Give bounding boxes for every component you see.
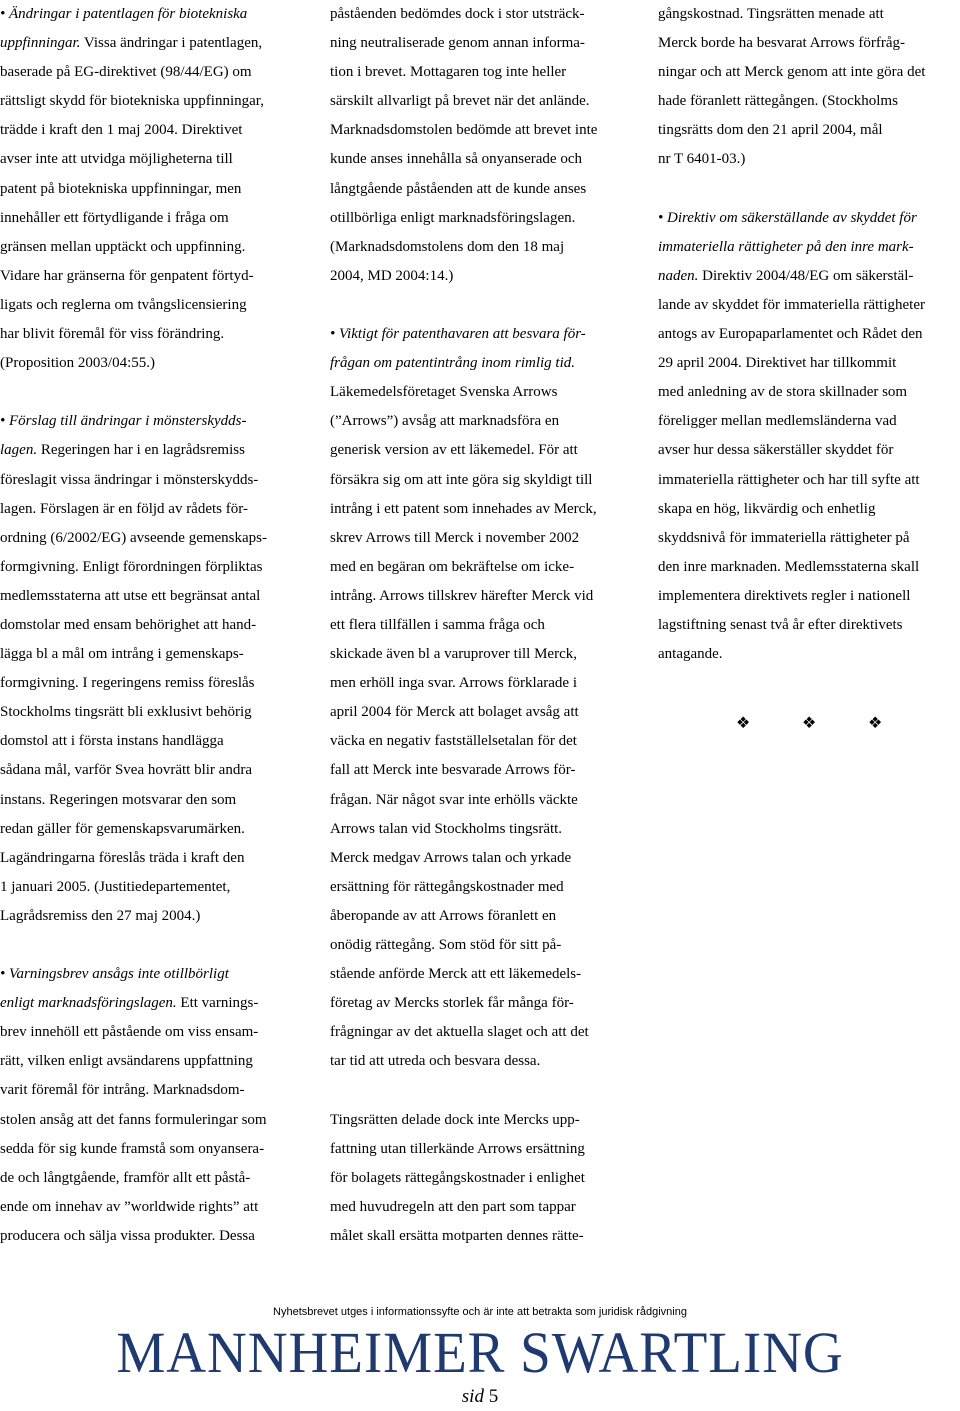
body-text: Direktiv 2004/48/EG om säkerstäl-	[698, 267, 914, 284]
text-line	[658, 466, 960, 495]
italic-heading-text: naden.	[658, 267, 699, 284]
text-line	[0, 1135, 310, 1164]
text-line	[330, 87, 640, 116]
body-text: Arrows talan vid Stockholms tingsrätt.	[330, 820, 563, 837]
body-text: sådana mål, varför Svea hovrätt blir andra	[0, 762, 252, 779]
body-text: påståenden bedömdes dock i stor utsträck-	[330, 6, 585, 22]
text-line	[0, 320, 310, 349]
text-line	[0, 1047, 310, 1076]
page-number-value: 5	[488, 1386, 499, 1407]
text-line	[330, 349, 640, 378]
text-line	[330, 1222, 640, 1251]
text-column-right	[658, 0, 960, 739]
italic-heading-text: • Viktigt för patenthavaren att besvara för-	[330, 326, 586, 343]
text-line	[0, 989, 310, 1018]
text-line	[330, 786, 640, 815]
text-line	[0, 116, 310, 145]
italic-heading-text: • Direktiv om säkerställande av skyddet för	[658, 209, 917, 226]
text-line	[0, 87, 310, 116]
italic-heading-text: lagen.	[0, 442, 38, 459]
paragraph-gap	[658, 175, 960, 204]
body-text: för bolagets rättegångskostnader i enlighet	[330, 1169, 585, 1186]
section-end-ornaments	[658, 709, 960, 739]
body-text: frågningar av det aktuella slaget och att det	[330, 1024, 589, 1041]
text-line	[658, 116, 960, 145]
text-line	[330, 902, 640, 931]
body-text: avser inte att utvidga möjligheterna till	[0, 151, 233, 168]
body-text: Tingsrätten delade dock inte Mercks upp-	[330, 1111, 580, 1128]
text-line	[330, 931, 640, 960]
body-text: med anledning av de stora skillnader som	[658, 384, 908, 401]
body-text: väcka en negativ fastställelsetalan för det	[330, 733, 577, 750]
text-line	[658, 349, 960, 378]
text-line	[0, 640, 310, 669]
body-text: rätt, vilken enligt avsändarens uppfattning	[0, 1053, 253, 1070]
text-line	[0, 756, 310, 785]
text-line	[330, 1193, 640, 1222]
body-text: trädde i kraft den 1 maj 2004. Direktivet	[0, 122, 243, 139]
text-line	[330, 0, 640, 29]
text-line	[0, 873, 310, 902]
body-text: stolen ansåg att det fanns formuleringar som	[0, 1111, 267, 1128]
disclaimer-text: Nyhetsbrevet utges i informationssyfte och är inte att betrakta som juridisk rådgivning	[273, 1306, 687, 1318]
body-text: Vidare har gränserna för genpatent förtyd-	[0, 267, 254, 284]
text-line	[330, 1106, 640, 1135]
paragraph-gap	[330, 1076, 640, 1105]
text-line	[0, 844, 310, 873]
italic-heading-text: • Ändringar i patentlagen för biotekniska	[0, 6, 248, 22]
text-line	[0, 1193, 310, 1222]
body-text: formgivning. I regeringens remiss föreslås	[0, 675, 255, 692]
text-line	[0, 175, 310, 204]
italic-heading-text: • Förslag till ändringar i mönsterskydds-	[0, 413, 247, 430]
body-text: lägga bl a mål om intrång i gemenskaps-	[0, 646, 244, 663]
text-line	[658, 582, 960, 611]
text-line	[0, 582, 310, 611]
body-text: (Marknadsdomstolens dom den 18 maj	[330, 238, 565, 255]
body-text: producera och sälja vissa produkter. Dessa	[0, 1227, 255, 1244]
text-line	[0, 669, 310, 698]
body-text: brev innehöll ett påstående om viss ensam-	[0, 1024, 259, 1041]
body-text: redan gäller för gemenskapsvarumärken.	[0, 820, 245, 837]
body-text: företag av Mercks storlek får många för-	[330, 995, 574, 1012]
body-text: hade föranlett rättegången. (Stockholms	[658, 93, 898, 110]
text-line	[330, 815, 640, 844]
text-line	[658, 320, 960, 349]
text-line	[0, 436, 310, 465]
body-text: ende om innehav av ”worldwide rights” att	[0, 1198, 259, 1215]
text-line	[330, 116, 640, 145]
body-text: särskilt allvarligt på brevet när det anlände.	[330, 93, 590, 110]
text-line	[0, 524, 310, 553]
text-line	[330, 989, 640, 1018]
text-column-middle	[330, 0, 640, 1251]
text-line	[330, 582, 640, 611]
body-text: 2004, MD 2004:14.)	[330, 267, 454, 284]
paragraph-gap	[0, 378, 310, 407]
body-text: långtgående påståenden att de kunde anses	[330, 180, 587, 197]
text-line	[658, 145, 960, 174]
text-line	[330, 669, 640, 698]
text-line	[658, 87, 960, 116]
body-text: instans. Regeringen motsvarar den som	[0, 791, 237, 808]
firm-logo: MANNHEIMER SWARTLING	[116, 1320, 844, 1385]
text-line	[0, 960, 310, 989]
text-line	[330, 495, 640, 524]
body-text: kunde anses innehålla så onyanserade och	[330, 151, 582, 168]
italic-heading-text: • Varningsbrev ansågs inte otillbörligt	[0, 966, 229, 983]
text-line	[330, 466, 640, 495]
text-line	[0, 262, 310, 291]
text-line	[330, 844, 640, 873]
text-line	[0, 698, 310, 727]
body-text: med en begäran om bekräftelse om icke-	[330, 558, 575, 575]
text-line	[0, 204, 310, 233]
text-line	[0, 611, 310, 640]
text-line	[658, 495, 960, 524]
text-line	[330, 1047, 640, 1076]
text-line	[330, 1164, 640, 1193]
body-text: tion i brevet. Mottagaren tog inte heller	[330, 64, 567, 81]
italic-heading-text: frågan om patentintrång inom rimlig tid.	[330, 355, 576, 372]
diamond-ornament-icon: ❖	[802, 715, 817, 733]
text-line	[0, 1106, 310, 1135]
body-text: Regeringen har i en lagrådsremiss	[37, 442, 245, 459]
body-text: den inre marknaden. Medlemsstaterna skall	[658, 558, 920, 575]
text-line	[330, 698, 640, 727]
body-text: formgivning. Enligt förordningen förpliktas	[0, 558, 263, 575]
body-text: fall att Merck inte besvarade Arrows för-	[330, 762, 576, 779]
text-line	[0, 727, 310, 756]
text-line	[0, 291, 310, 320]
text-line	[330, 378, 640, 407]
body-text: Merck medgav Arrows talan och yrkade	[330, 849, 572, 866]
body-text: lagstiftning senast två år efter direktivets	[658, 616, 903, 633]
text-line	[0, 1222, 310, 1251]
text-line	[658, 0, 960, 29]
body-text: avser hur dessa säkerställer skyddet för	[658, 442, 894, 459]
text-line	[658, 640, 960, 669]
text-line	[0, 29, 310, 58]
body-text: med huvudregeln att den part som tappar	[330, 1198, 576, 1215]
body-text: Lagrådsremiss den 27 maj 2004.)	[0, 907, 201, 924]
body-text: antagande.	[658, 646, 723, 663]
body-text: fattning utan tillerkände Arrows ersättning	[330, 1140, 585, 1157]
body-text: sedda för sig kunde framstå som onyansera-	[0, 1140, 265, 1157]
text-line	[330, 145, 640, 174]
body-text: ningar och att Merck genom att inte göra det	[658, 64, 926, 81]
body-text: generisk version av ett läkemedel. För att	[330, 442, 578, 459]
text-line	[0, 58, 310, 87]
text-line	[330, 756, 640, 785]
text-line	[0, 407, 310, 436]
text-line	[330, 407, 640, 436]
body-text: Merck borde ha besvarat Arrows förfråg-	[658, 35, 905, 52]
text-line	[330, 1018, 640, 1047]
body-text: antogs av Europaparlamentet och Rådet den	[658, 326, 923, 343]
text-line	[0, 786, 310, 815]
text-line	[330, 204, 640, 233]
text-line	[658, 204, 960, 233]
text-line	[0, 145, 310, 174]
body-text: ning neutraliserade genom annan informa-	[330, 35, 585, 52]
body-text: onödig rättegång. Som stöd för sitt på-	[330, 937, 562, 953]
body-text: Lagändringarna föreslås träda i kraft den	[0, 849, 245, 866]
body-text: ersättning för rättegångskostnader med	[330, 878, 564, 895]
body-text: Ett varnings-	[176, 995, 259, 1012]
text-line	[330, 727, 640, 756]
text-line	[0, 495, 310, 524]
body-text: tingsrätts dom den 21 april 2004, mål	[658, 122, 883, 139]
body-text: 1 januari 2005. (Justitiedepartementet,	[0, 878, 231, 895]
body-text: skapa en hög, likvärdig och enhetlig	[658, 500, 876, 517]
body-text: målet skall ersätta motparten dennes rätte-	[330, 1227, 584, 1244]
body-text: åberopande av att Arrows föranlett en	[330, 907, 557, 924]
body-text: ligats och reglerna om tvångslicensiering	[0, 296, 247, 313]
body-text: gångskostnad. Tingsrätten menade att	[658, 6, 884, 22]
text-line	[330, 320, 640, 349]
body-text: tar tid att utreda och besvara dessa.	[330, 1053, 541, 1070]
text-column-left	[0, 0, 310, 1251]
body-text: Läkemedelsföretaget Svenska Arrows	[330, 384, 558, 401]
text-line	[658, 29, 960, 58]
text-line	[330, 960, 640, 989]
text-line	[0, 349, 310, 378]
body-text: april 2004 för Merck att bolaget avsåg att	[330, 704, 579, 721]
body-text: patent på biotekniska uppfinningar, men	[0, 180, 242, 197]
body-text: (Proposition 2003/04:55.)	[0, 355, 156, 372]
text-line	[330, 553, 640, 582]
body-text: skickade även bl a varuprover till Merck,	[330, 646, 577, 663]
body-text: intrång i ett patent som innehades av Merck,	[330, 500, 597, 517]
body-text: innehåller ett förtydligande i fråga om	[0, 209, 229, 226]
paragraph-gap	[330, 291, 640, 320]
body-text: ordning (6/2002/EG) avseende gemenskaps-	[0, 529, 268, 546]
body-text: föreligger mellan medlemsländerna vad	[658, 413, 897, 430]
body-text: har blivit föremål för viss förändring.	[0, 326, 225, 343]
text-line	[330, 58, 640, 87]
text-line	[330, 233, 640, 262]
text-line	[330, 29, 640, 58]
paragraph-gap	[0, 931, 310, 960]
text-line	[0, 1164, 310, 1193]
italic-heading-text: enligt marknadsföringslagen.	[0, 995, 177, 1012]
diamond-ornament-icon: ❖	[736, 715, 751, 733]
body-text: lande av skyddet för immateriella rättigheter	[658, 296, 925, 313]
body-text: immateriella rättigheter och har till syfte att	[658, 471, 920, 488]
body-text: 29 april 2004. Direktivet har tillkommit	[658, 355, 897, 372]
text-line	[0, 466, 310, 495]
body-text: rättsligt skydd för biotekniska uppfinningar,	[0, 93, 264, 110]
text-line	[658, 436, 960, 465]
body-text: de och långtgående, framför allt ett påstå-	[0, 1169, 251, 1186]
page-word: sid	[461, 1386, 484, 1407]
diamond-ornament-icon: ❖	[868, 715, 883, 733]
body-text: domstol att i första instans handlägga	[0, 733, 224, 750]
text-line	[658, 291, 960, 320]
body-text: Marknadsdomstolen bedömde att brevet inte	[330, 122, 598, 139]
body-text: ett flera tillfällen i samma fråga och	[330, 616, 545, 633]
text-line	[0, 233, 310, 262]
text-line	[0, 553, 310, 582]
text-line	[0, 1076, 310, 1105]
text-line	[658, 407, 960, 436]
italic-heading-text: uppfinningar.	[0, 35, 81, 52]
text-line	[0, 902, 310, 931]
body-text: nr T 6401-03.)	[658, 151, 746, 168]
body-text: baserade på EG-direktivet (98/44/EG) om	[0, 64, 252, 81]
body-text: stående anförde Merck att ett läkemedels-	[330, 966, 582, 983]
text-line	[658, 611, 960, 640]
body-text: skrev Arrows till Merck i november 2002	[330, 529, 580, 546]
body-text: Vissa ändringar i patentlagen,	[80, 35, 263, 52]
text-line	[658, 524, 960, 553]
body-text: Stockholms tingsrätt bli exklusivt behörig	[0, 704, 252, 721]
text-line	[0, 1018, 310, 1047]
text-line	[658, 553, 960, 582]
text-line	[330, 611, 640, 640]
text-line	[330, 524, 640, 553]
text-line	[0, 815, 310, 844]
text-line	[330, 175, 640, 204]
text-line	[330, 1135, 640, 1164]
body-text: domstolar med ensam behörighet att hand-	[0, 616, 257, 633]
text-line	[330, 640, 640, 669]
body-text: gränsen mellan upptäckt och uppfinning.	[0, 238, 246, 255]
page-number	[0, 1386, 960, 1408]
text-line	[658, 58, 960, 87]
italic-heading-text: immateriella rättigheter på den inre mark-	[658, 238, 914, 255]
body-text: intrång. Arrows tillskrev härefter Merck vid	[330, 587, 594, 604]
text-line	[330, 436, 640, 465]
body-text: försäkra sig om att inte göra sig skyldigt till	[330, 471, 593, 488]
body-text: medlemsstaterna att utse ett begränsat antal	[0, 587, 261, 604]
text-line	[658, 233, 960, 262]
body-text: varit föremål för intrång. Marknadsdom-	[0, 1082, 245, 1099]
body-text: (”Arrows”) avsåg att marknadsföra en	[330, 413, 560, 430]
body-text: implementera direktivets regler i nationell	[658, 587, 911, 604]
body-text: frågan. När något svar inte erhölls väckte	[330, 791, 578, 808]
text-line	[330, 873, 640, 902]
body-text: lagen. Förslagen är en följd av rådets för-	[0, 500, 248, 517]
text-line	[658, 262, 960, 291]
body-text: otillbörliga enligt marknadsföringslagen.	[330, 209, 576, 226]
body-text: föreslagit vissa ändringar i mönsterskydds-	[0, 471, 259, 488]
body-text: men erhöll inga svar. Arrows förklarade i	[330, 675, 578, 692]
text-line	[330, 262, 640, 291]
text-line	[0, 0, 310, 29]
text-line	[658, 378, 960, 407]
body-text: skyddsnivå för immateriella rättigheter på	[658, 529, 910, 546]
